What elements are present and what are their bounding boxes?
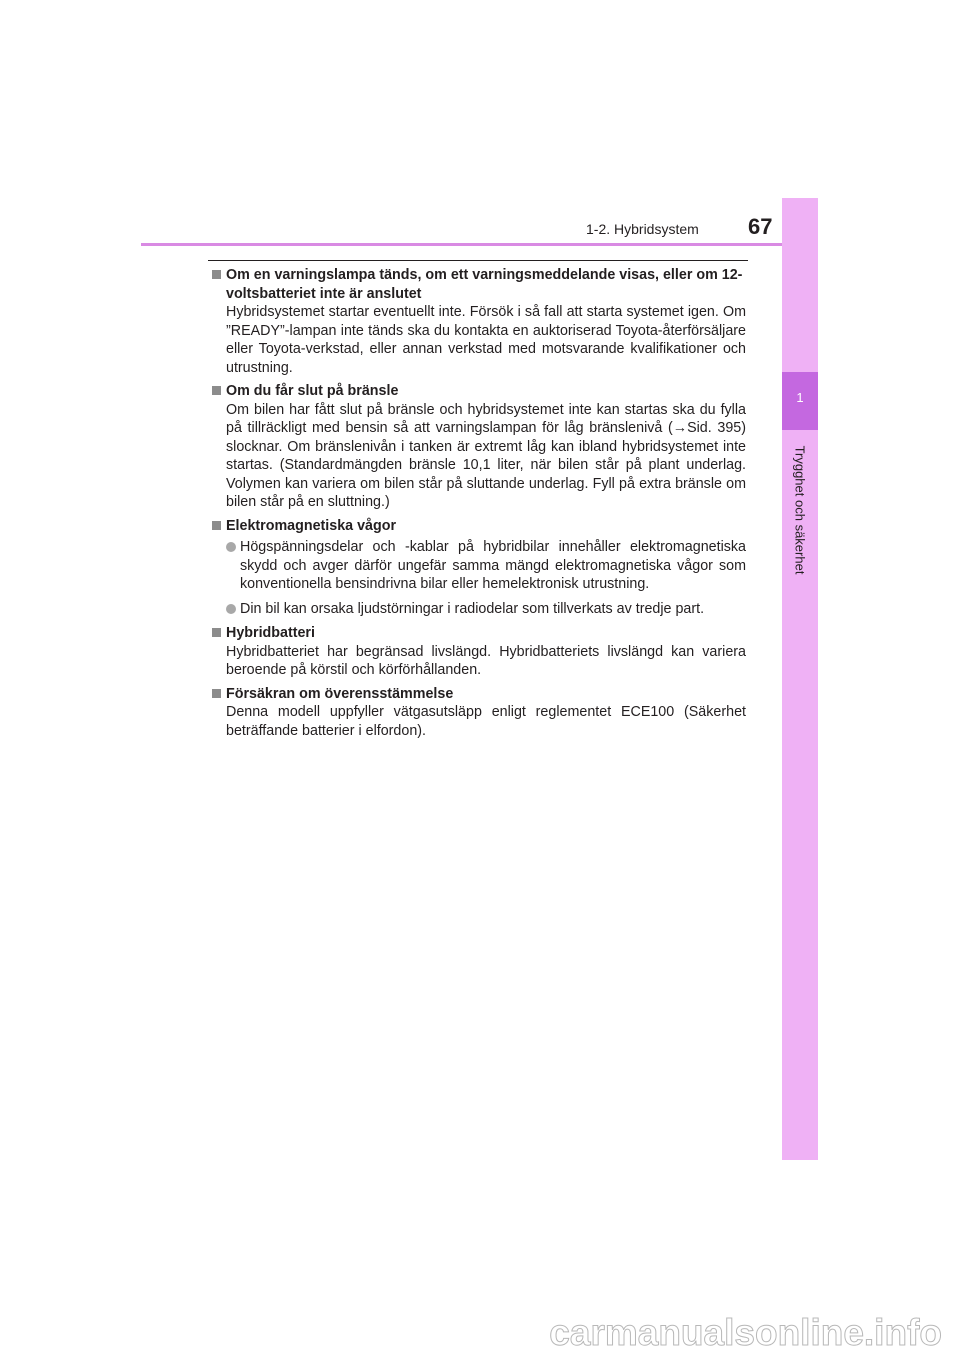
item-text: Hybridsystemet startar eventuellt inte. Försök i så fall att starta systemet igen. Om ”READY”-lampan inte tänds ska du kontakta en auktoriserad Toyota-återförsäljare eller Toyota-verkstad, eller annan verkstad med motsvarande kvalifikationer och utrustning. — [226, 304, 746, 376]
item-text: Denna modell uppfyller vätgasutsläpp enligt reglementet ECE100 (Säkerhet beträffande batterier i elfordon). — [226, 704, 746, 739]
header-divider — [141, 243, 782, 246]
list-item — [226, 600, 746, 619]
item-text: Hybridbatteriet har begränsad livslängd. Hybridbatteriets livslängd kan variera beroende på körstil och körförhållanden. — [226, 643, 746, 678]
item-warning-lamp — [210, 266, 746, 377]
item-em-waves — [210, 517, 746, 619]
round-bullet-icon — [226, 542, 236, 552]
chapter-number: 1 — [796, 390, 804, 405]
item-hybrid-battery — [210, 624, 746, 680]
chapter-side-tab — [782, 198, 818, 1160]
item-fuel — [210, 382, 746, 512]
square-bullet-icon — [212, 628, 221, 637]
item-heading: Elektromagnetiska vågor — [226, 517, 397, 534]
item-heading: Hybridbatteri — [226, 625, 315, 641]
square-bullet-icon — [212, 521, 221, 530]
bullet-text: Högspänningsdelar och -kablar på hybridbilar innehåller elektromagnetiska skydd och avger därför ungefär samma mängd elektromagnetiska vågor som konventionella bensindrivna bilar eller hemelektronisk utrustning. — [240, 539, 746, 592]
item-text: Om bilen har fått slut på bränsle och hybridsystemet inte kan startas ska du fylla på tillräckligt med bensin så att varningslampan för låg bränslenivå (→Sid. 395) slocknar. Om bränslenivån i tanken är extremt låg kan ibland hybridsystemet inte startas. (Standardmängden bränsle 10,1 liter, när bilen står på plant underlag. Volymen kan variera om bilen står på sluttande underlag. Fyll på extra bränsle om bilen står på en sluttning.) — [226, 401, 746, 510]
list-item — [226, 538, 746, 594]
watermark-text: carmanualsonline.info — [549, 1312, 942, 1353]
round-bullet-icon — [226, 604, 236, 614]
content-rule — [208, 260, 748, 261]
bullet-text: Din bil kan orsaka ljudstörningar i radiodelar som tillverkats av tredje part. — [240, 600, 705, 617]
square-bullet-icon — [212, 270, 221, 279]
item-conformity — [210, 685, 746, 741]
page-number: 67 — [748, 214, 773, 239]
chapter-title: Trygghet och säkerhet — [792, 445, 808, 575]
square-bullet-icon — [212, 386, 221, 395]
section-title: 1-2. Hybridsystem — [586, 221, 699, 237]
item-heading: Försäkran om överensstämmelse — [226, 685, 454, 702]
square-bullet-icon — [212, 689, 221, 698]
item-heading: Om du får slut på bränsle — [226, 383, 399, 399]
page-content — [210, 266, 746, 745]
item-heading: Om en varningslampa tänds, om ett varningsmeddelande visas, eller om 12-voltsbatteriet inte är anslutet — [226, 267, 743, 302]
